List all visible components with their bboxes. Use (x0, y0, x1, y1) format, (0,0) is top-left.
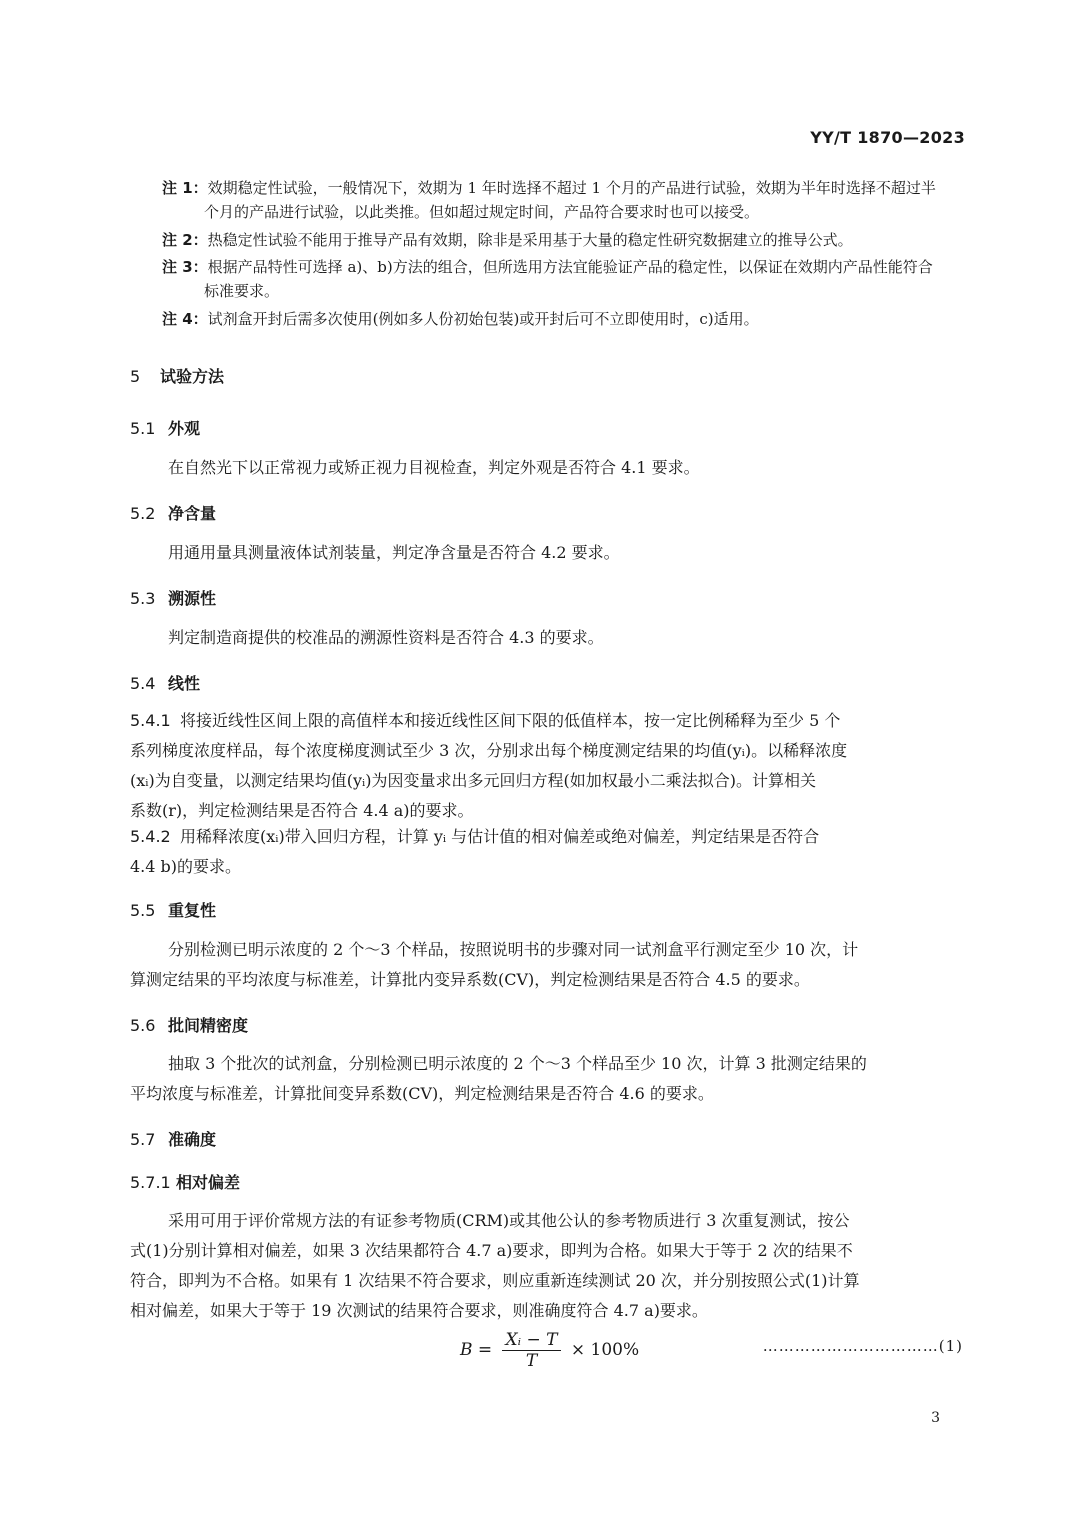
paragraph-5-2 (130, 538, 966, 568)
note-label: 注 3： (162, 258, 208, 276)
section-title: 准确度 (168, 1130, 217, 1149)
section-heading-5-3 (130, 586, 216, 609)
section-heading-5-2 (130, 501, 216, 524)
clause-text: 用稀释浓度(xᵢ)带入回归方程，计算 yᵢ 与估计值的相对偏差或绝对偏差，判定结果是否符合 (180, 827, 820, 846)
formula-1 (460, 1330, 639, 1371)
paragraph-line: 判定制造商提供的校准品的溯源性资料是否符合 4.3 的要求。 (168, 628, 604, 647)
section-heading-5 (130, 364, 224, 387)
clause-text: 将接近线性区间上限的高值样本和接近线性区间下限的低值样本，按一定比例稀释为至少 5 个 (180, 711, 841, 730)
section-title: 线性 (168, 674, 201, 693)
document-code: YY/T 1870—2023 (810, 128, 965, 147)
section-number: 5.7.1 (130, 1173, 171, 1192)
section-number: 5.4 (130, 674, 156, 693)
note-text: 热稳定性试验不能用于推导产品有效期，除非是采用基于大量的稳定性研究数据建立的推导公式。 (207, 231, 853, 249)
note-label: 注 2： (162, 231, 208, 249)
clause-number: 5.4.1 (130, 711, 171, 730)
formula-fraction (502, 1330, 562, 1371)
note-2 (162, 228, 965, 252)
section-heading-5-7 (130, 1127, 216, 1150)
paragraph-5-5 (130, 935, 966, 995)
paragraph-line: 算测定结果的平均浓度与标准差，计算批内变异系数(CV)，判定检测结果是否符合 4.5 的要求。 (130, 970, 810, 989)
note-text-continued: 标准要求。 (204, 282, 280, 300)
section-number: 5.2 (130, 504, 156, 523)
section-number: 5.6 (130, 1016, 156, 1035)
section-title: 试验方法 (160, 367, 225, 386)
section-heading-5-4 (130, 671, 200, 694)
paragraph-line: 式(1)分别计算相对偏差，如果 3 次结果都符合 4.7 a)要求，即判为合格。如果大于等于 2 次的结果不 (130, 1241, 853, 1260)
note-text: 根据产品特性可选择 a)、b)方法的组合，但所选用方法宜能验证产品的稳定性，以保证在效期内产品性能符合 (207, 258, 933, 276)
paragraph-line: 分别检测已明示浓度的 2 个～3 个样品，按照说明书的步骤对同一试剂盒平行测定至少 10 次，计 (168, 940, 859, 959)
paragraph-line: 采用可用于评价常规方法的有证参考物质(CRM)或其他公认的参考物质进行 3 次重复测试，按公 (168, 1211, 850, 1230)
section-number: 5.7 (130, 1130, 156, 1149)
note-text: 效期稳定性试验，一般情况下，效期为 1 年时选择不超过 1 个月的产品进行试验，效期为半年时选择不超过半 (207, 179, 936, 197)
paragraph-line: 相对偏差，如果大于等于 19 次测试的结果符合要求，则准确度符合 4.7 a)要求。 (130, 1301, 708, 1320)
note-4 (162, 307, 965, 331)
paragraph-line: 符合，即判为不合格。如果有 1 次结果不符合要求，则应重新连续测试 20 次，并分别按照公式(1)计算 (130, 1271, 860, 1290)
section-title: 批间精密度 (168, 1016, 249, 1035)
section-number: 5.5 (130, 901, 156, 920)
paragraph-line: 4.4 b)的要求。 (130, 857, 242, 876)
section-title: 溯源性 (168, 589, 217, 608)
paragraph-line: 抽取 3 个批次的试剂盒，分别检测已明示浓度的 2 个～3 个样品至少 10 次，计算 3 批测定结果的 (168, 1054, 867, 1073)
paragraph-5-7-1 (130, 1206, 966, 1326)
section-heading-5-5 (130, 898, 216, 921)
clause-number: 5.4.2 (130, 827, 171, 846)
formula-denominator: T (525, 1351, 538, 1371)
paragraph-line (130, 706, 966, 736)
paragraph-5-4-2 (130, 822, 966, 882)
note-1 (162, 176, 965, 224)
paragraph-line: 在自然光下以正常视力或矫正视力目视检查，判定外观是否符合 4.1 要求。 (168, 458, 700, 477)
paragraph-line: (xᵢ)为自变量，以测定结果均值(yᵢ)为因变量求出多元回归方程(如加权最小二乘法拟合)。计算相关 (130, 771, 816, 790)
note-text-continued: 个月的产品进行试验，以此类推。但如超过规定时间，产品符合要求时也可以接受。 (204, 203, 760, 221)
note-text: 试剂盒开封后需多次使用(例如多人份初始包装)或开封后可不立即使用时，c)适用。 (207, 310, 759, 328)
section-title: 相对偏差 (176, 1173, 241, 1192)
formula-rhs: × 100% (570, 1340, 640, 1360)
section-heading-5-7-1 (130, 1170, 240, 1193)
section-heading-5-1 (130, 416, 200, 439)
page-number: 3 (931, 1410, 940, 1426)
note-label: 注 4： (162, 310, 208, 328)
paragraph-line: 系列梯度浓度样品，每个浓度梯度测试至少 3 次，分别求出每个梯度测定结果的均值(yᵢ)。以稀释浓度 (130, 741, 848, 760)
paragraph-line: 系数(r)，判定检测结果是否符合 4.4 a)的要求。 (130, 801, 474, 820)
paragraph-line: 用通用量具测量液体试剂装量，判定净含量是否符合 4.2 要求。 (168, 543, 620, 562)
section-number: 5 (130, 367, 141, 386)
paragraph-5-6 (130, 1049, 966, 1109)
section-number: 5.1 (130, 419, 156, 438)
formula-numerator: Xᵢ − T (502, 1330, 562, 1351)
formula-lhs: B = (460, 1340, 493, 1360)
paragraph-5-3 (130, 623, 966, 653)
paragraph-line (130, 822, 966, 852)
section-title: 重复性 (168, 901, 217, 920)
equation-number: ……………………………(1) (762, 1337, 963, 1355)
section-title: 净含量 (168, 504, 217, 523)
note-label: 注 1： (162, 179, 208, 197)
paragraph-5-4-1 (130, 706, 966, 826)
paragraph-5-1 (130, 453, 966, 483)
section-number: 5.3 (130, 589, 156, 608)
section-heading-5-6 (130, 1013, 248, 1036)
paragraph-line: 平均浓度与标准差，计算批间变异系数(CV)，判定检测结果是否符合 4.6 的要求。 (130, 1084, 714, 1103)
note-3 (162, 255, 965, 303)
section-title: 外观 (168, 419, 201, 438)
